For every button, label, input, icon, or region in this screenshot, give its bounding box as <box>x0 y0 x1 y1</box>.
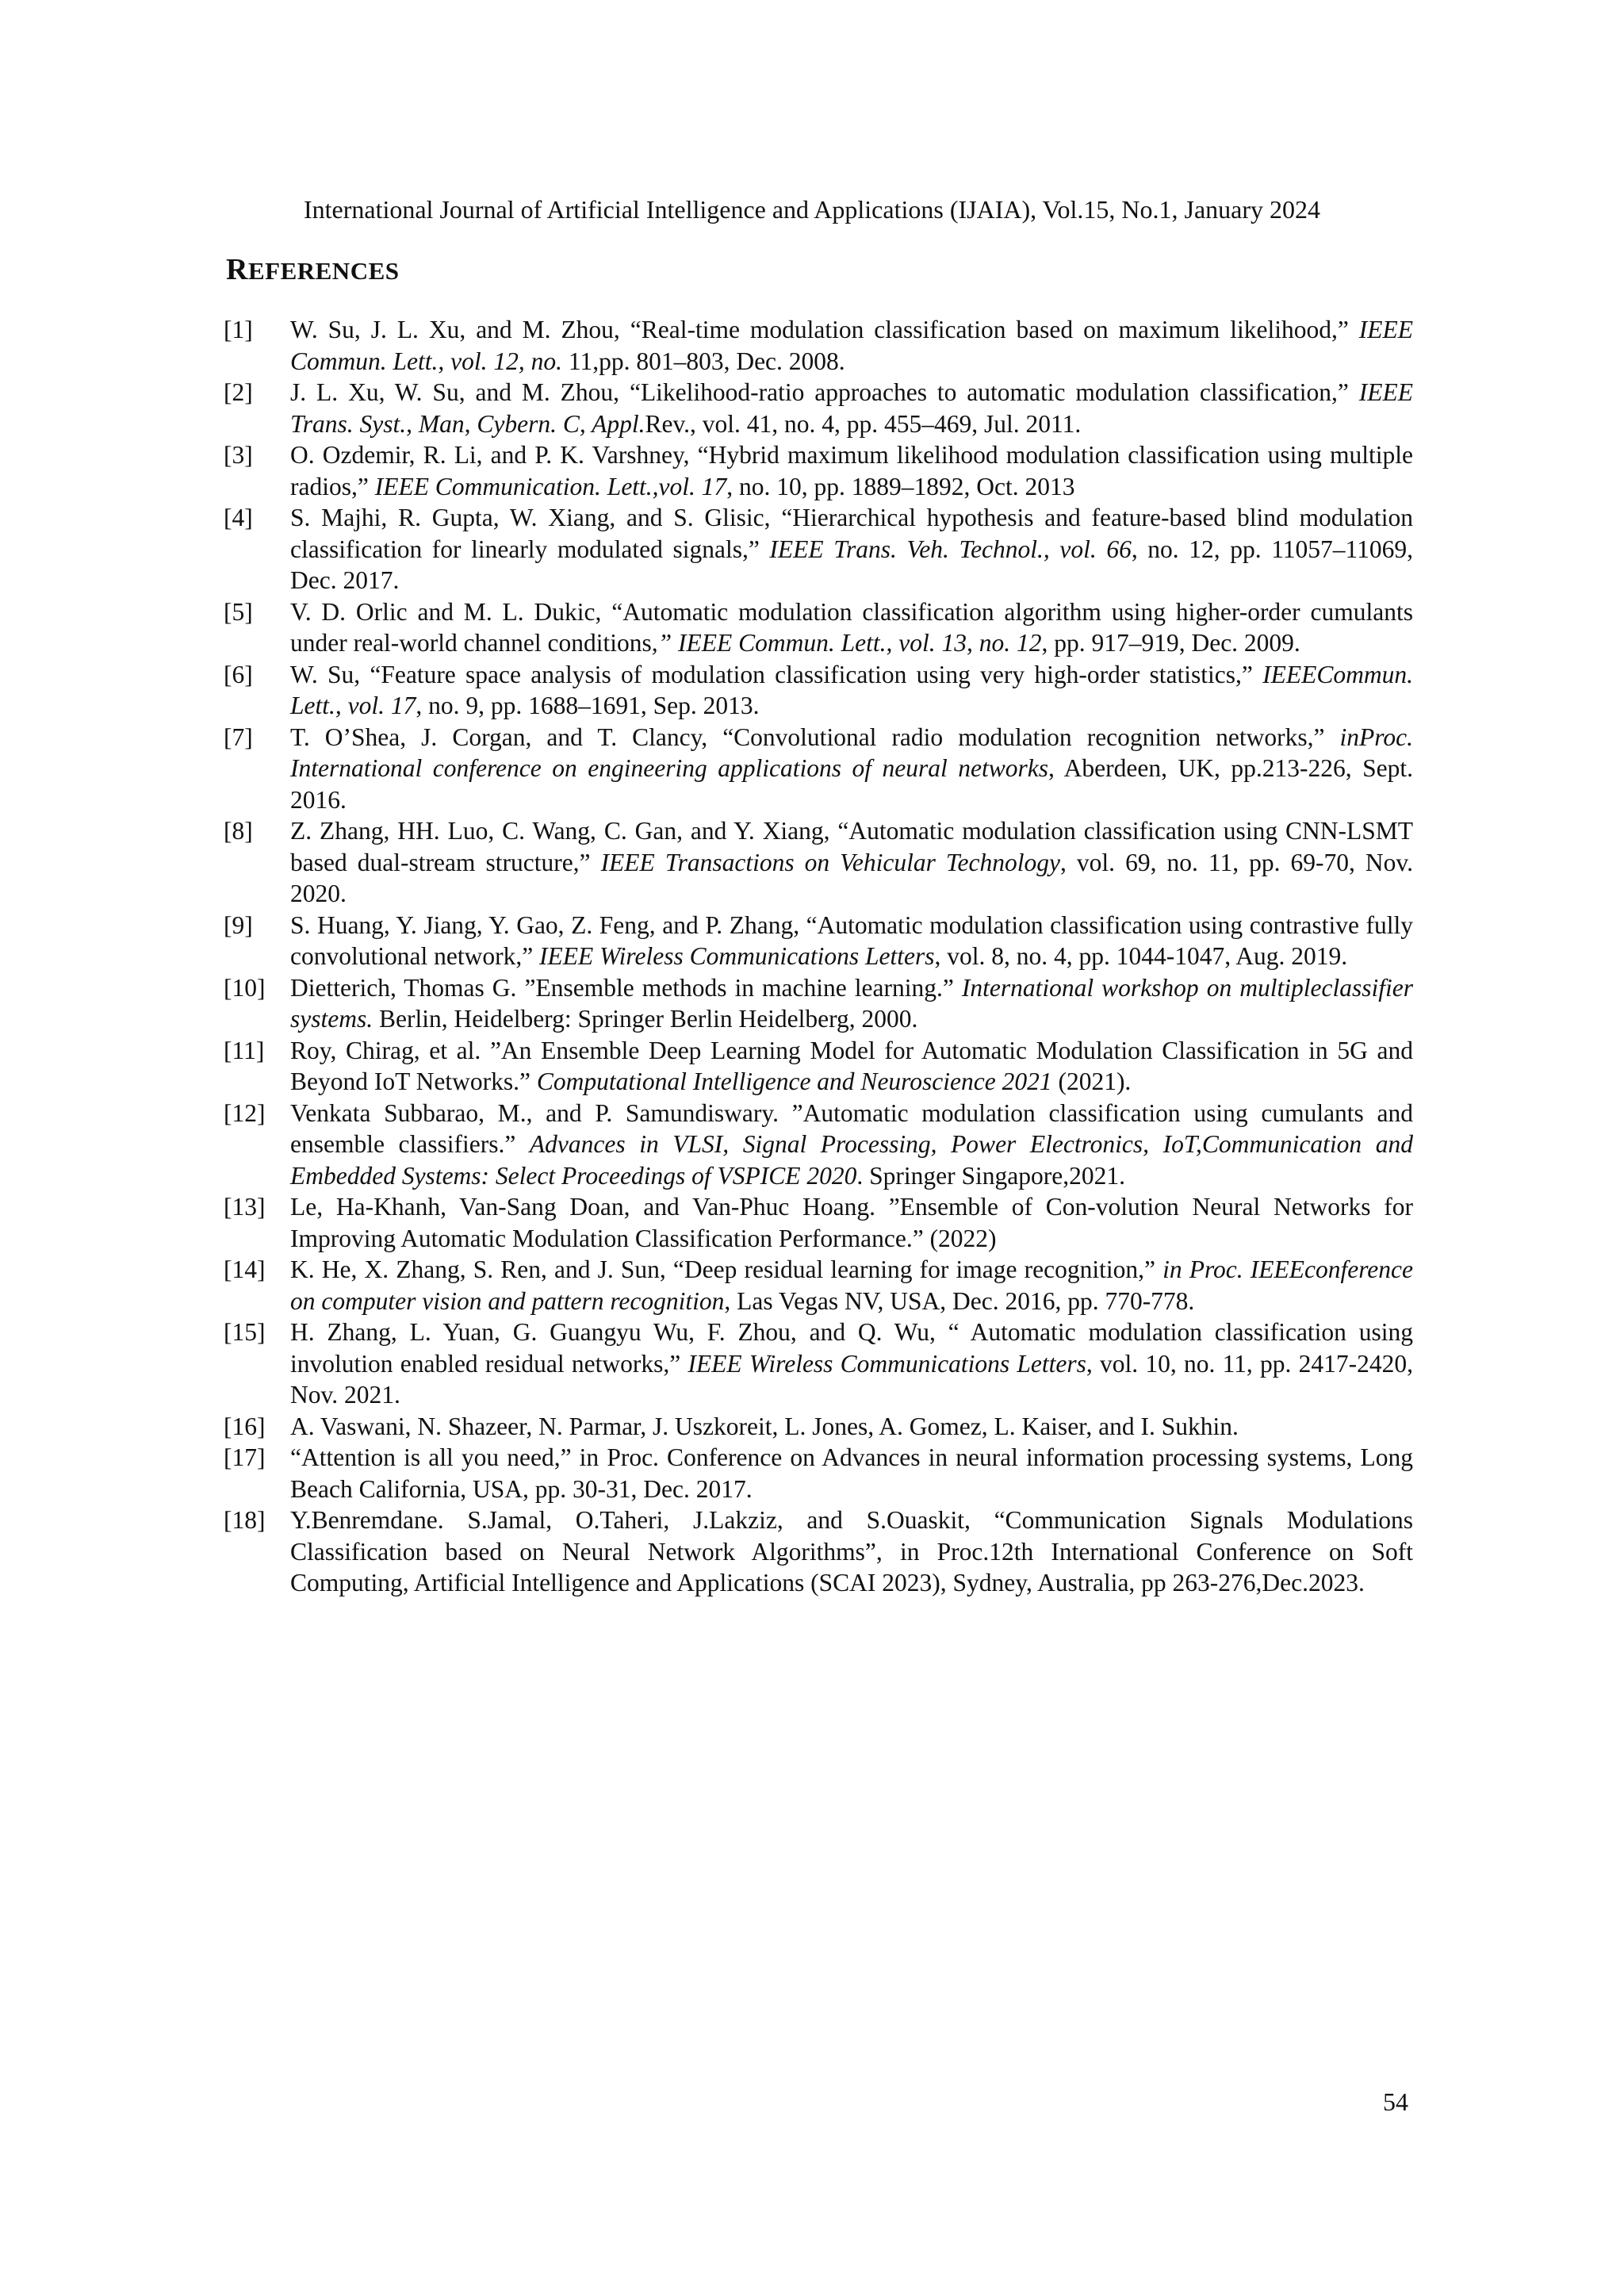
reference-segment: Z. Zhang, HH. Luo, C. Wang, C. Gan, and Y. Xiang, “Automatic modulation classification using CNN-LSMT based dual-stream structure,” <box>290 817 1413 876</box>
reference-segment: , vol. 69, no. 11, pp. 69-70, Nov. 2020. <box>290 848 1413 907</box>
reference-venue: Advances in VLSI, Signal Processing, Power Electronics, IoT,Communication and Embedded Systems: Select Proceedings of VSPICE 2020 <box>290 1130 1413 1190</box>
reference-item <box>224 722 1413 816</box>
reference-segment: Y.Benremdane. S.Jamal, O.Taheri, J.Lakziz, and S.Ouaskit, “Communication Signals Modulations Classification based on Neural Network Algorithms”, in Proc.12th International Conference on Soft Computing, Artificial Intelligence and Applications (SCAI 2023), Sydney, Australia, pp 263-276,Dec.2023. <box>290 1506 1413 1596</box>
reference-item <box>224 1411 1413 1443</box>
reference-text <box>290 1191 1413 1254</box>
reference-list <box>224 314 1413 1599</box>
reference-item <box>224 1098 1413 1192</box>
reference-item <box>224 439 1413 502</box>
reference-text <box>290 722 1413 816</box>
reference-segment: , no. 9, pp. 1688–1691, Sep. 2013. <box>416 692 760 719</box>
reference-number: [11] <box>224 1036 265 1064</box>
reference-item <box>224 1191 1413 1254</box>
reference-item <box>224 972 1413 1035</box>
reference-segment: S. Huang, Y. Jiang, Y. Gao, Z. Feng, and P. Zhang, “Automatic modulation classification using contrastive fully convolutional network,” <box>290 910 1413 970</box>
reference-segment: , vol. 10, no. 11, pp. 2417-2420, Nov. 2021. <box>290 1349 1413 1409</box>
reference-item <box>224 1442 1413 1504</box>
reference-text <box>290 439 1413 502</box>
reference-number: [7] <box>224 723 253 751</box>
section-title-rest: EFERENCES <box>247 257 400 285</box>
reference-text <box>290 596 1413 659</box>
reference-segment: Dietterich, Thomas G. ”Ensemble methods in machine learning.” <box>290 973 962 1002</box>
reference-venue: IEEE Trans. Syst., Man, Cybern. C, Appl. <box>290 378 1413 438</box>
reference-number: [1] <box>224 316 253 343</box>
reference-segment: Roy, Chirag, et al. ”An Ensemble Deep Learning Model for Automatic Modulation Classification in 5G and Beyond IoT Networks.” <box>290 1036 1413 1095</box>
reference-number: [6] <box>224 660 253 688</box>
reference-number: [15] <box>224 1318 266 1346</box>
reference-venue: IEEE Wireless Communications Letters <box>539 942 935 970</box>
reference-segment: , vol. 8, no. 4, pp. 1044-1047, Aug. 2019. <box>934 942 1348 970</box>
reference-segment: , no. 12, pp. 11057–11069, Dec. 2017. <box>290 535 1413 594</box>
reference-venue: ,” IEEE Commun. Lett., vol. 13, no. 12 <box>651 629 1042 657</box>
reference-text <box>290 659 1413 722</box>
reference-segment: Le, Ha-Khanh, Van-Sang Doan, and Van-Phuc Hoang. ”Ensemble of Con-volution Neural Networks for Improving Automatic Modulation Classification Performance.” (2022) <box>290 1193 1413 1252</box>
reference-segment: V. D. Orlic and M. L. Dukic, “Automatic modulation classification algorithm using higher-order cumulants under real-world channel conditions <box>290 597 1413 657</box>
reference-text <box>290 972 1413 1035</box>
reference-number: [3] <box>224 441 253 469</box>
reference-text <box>290 377 1413 439</box>
reference-segment: Berlin, Heidelberg: Springer Berlin Heidelberg, 2000. <box>373 1005 918 1033</box>
reference-number: [5] <box>224 597 253 626</box>
reference-item <box>224 1504 1413 1599</box>
reference-segment: , Las Vegas NV, USA, Dec. 2016, pp. 770-778. <box>724 1286 1195 1315</box>
reference-segment: “Attention is all you need,” in Proc. Conference on Advances in neural information processing systems, Long Beach California, USA, pp. 30-31, Dec. 2017. <box>290 1443 1413 1503</box>
reference-item <box>224 1035 1413 1098</box>
reference-number: [13] <box>224 1193 266 1221</box>
reference-text <box>290 1317 1413 1411</box>
reference-venue: Computational Intelligence and Neuroscience 2021 <box>536 1068 1052 1095</box>
reference-number: [14] <box>224 1255 266 1283</box>
reference-item <box>224 314 1413 377</box>
reference-venue: IEEE Communication. Lett.,vol. 17 <box>374 472 727 500</box>
reference-venue: in Proc. IEEEconference on computer vision and pattern recognition <box>290 1255 1413 1315</box>
reference-segment: Rev., vol. 41, no. 4, pp. 455–469, Jul. 2011. <box>645 409 1082 438</box>
reference-text <box>290 1442 1413 1504</box>
reference-segment: , no. 10, pp. 1889–1892, Oct. 2013 <box>726 472 1075 500</box>
reference-item <box>224 659 1413 722</box>
reference-text <box>290 1411 1413 1443</box>
reference-text <box>290 1098 1413 1192</box>
reference-venue: IEEE Trans. Veh. Technol., vol. 66 <box>769 535 1132 563</box>
reference-text <box>290 815 1413 910</box>
section-title-initial: R <box>226 253 248 286</box>
reference-number: [12] <box>224 1098 266 1127</box>
reference-text <box>290 910 1413 972</box>
reference-segment: 11,pp. 801–803, Dec. 2008. <box>562 347 845 375</box>
reference-segment: , pp. 917–919, Dec. 2009. <box>1041 629 1300 657</box>
reference-item <box>224 1317 1413 1411</box>
reference-item <box>224 815 1413 910</box>
reference-number: [8] <box>224 817 253 845</box>
reference-number: [9] <box>224 910 253 939</box>
page-number: 54 <box>1383 2087 1408 2116</box>
reference-segment: O. Ozdemir, R. Li, and P. K. Varshney, “Hybrid maximum likelihood modulation classification using multiple radios,” <box>290 441 1413 500</box>
reference-venue: International workshop on multipleclassifier systems. <box>290 973 1413 1033</box>
reference-text <box>290 1035 1413 1098</box>
reference-segment: S. Majhi, R. Gupta, W. Xiang, and S. Glisic, “Hierarchical hypothesis and feature-based blind modulation classification for linearly modulated signals,” <box>290 504 1413 563</box>
reference-text <box>290 1254 1413 1317</box>
reference-segment: (2021). <box>1051 1068 1132 1095</box>
reference-venue: IEEE Wireless Communications Letters <box>688 1349 1086 1378</box>
reference-item <box>224 1254 1413 1317</box>
section-title <box>226 252 400 287</box>
reference-segment: W. Su, J. L. Xu, and M. Zhou, “Real-time modulation classification based on maximum likelihood,” <box>290 316 1359 343</box>
reference-text <box>290 502 1413 596</box>
reference-segment: Venkata Subbarao, M., and P. Samundiswary. ”Automatic modulation classification using cumulants and ensemble classifiers.” <box>290 1098 1413 1158</box>
reference-segment: T. O’Shea, J. Corgan, and T. Clancy, “Convolutional radio modulation recognition networks,” <box>290 723 1340 751</box>
reference-item <box>224 377 1413 439</box>
reference-venue: IEEECommun. Lett., vol. 17 <box>290 660 1413 719</box>
reference-segment: A. Vaswani, N. Shazeer, N. Parmar, J. Uszkoreit, L. Jones, A. Gomez, L. Kaiser, and I. Sukhin. <box>290 1412 1239 1440</box>
reference-item <box>224 910 1413 972</box>
reference-venue: inProc. International conference on engineering applications of neural networks <box>290 723 1413 782</box>
reference-text <box>290 1504 1413 1599</box>
reference-segment: W. Su, “Feature space analysis of modulation classification using very high-order statistics,” <box>290 660 1263 688</box>
reference-segment: K. He, X. Zhang, S. Ren, and J. Sun, “Deep residual learning for image recognition,” <box>290 1255 1163 1283</box>
reference-number: [17] <box>224 1443 266 1471</box>
reference-item <box>224 596 1413 659</box>
reference-venue: IEEE Transactions on Vehicular Technology <box>600 848 1060 876</box>
reference-number: [18] <box>224 1506 266 1534</box>
reference-segment: . Springer Singapore,2021. <box>856 1161 1125 1190</box>
reference-number: [10] <box>224 973 266 1002</box>
reference-text <box>290 314 1413 377</box>
reference-segment: H. Zhang, L. Yuan, G. Guangyu Wu, F. Zhou, and Q. Wu, “ Automatic modulation classification using involution enabled residual networks,” <box>290 1318 1413 1378</box>
reference-number: [16] <box>224 1412 266 1440</box>
reference-venue: IEEE Commun. Lett., vol. 12, no. <box>290 316 1413 375</box>
reference-segment: J. L. Xu, W. Su, and M. Zhou, “Likelihood-ratio approaches to automatic modulation classification,” <box>290 378 1359 406</box>
reference-item <box>224 502 1413 596</box>
running-header: International Journal of Artificial Intelligence and Applications (IJAIA), Vol.15, No.1, January 2024 <box>303 195 1321 224</box>
reference-segment: , Aberdeen, UK, pp.213-226, Sept. 2016. <box>290 754 1413 814</box>
reference-number: [2] <box>224 378 253 406</box>
reference-number: [4] <box>224 504 253 531</box>
